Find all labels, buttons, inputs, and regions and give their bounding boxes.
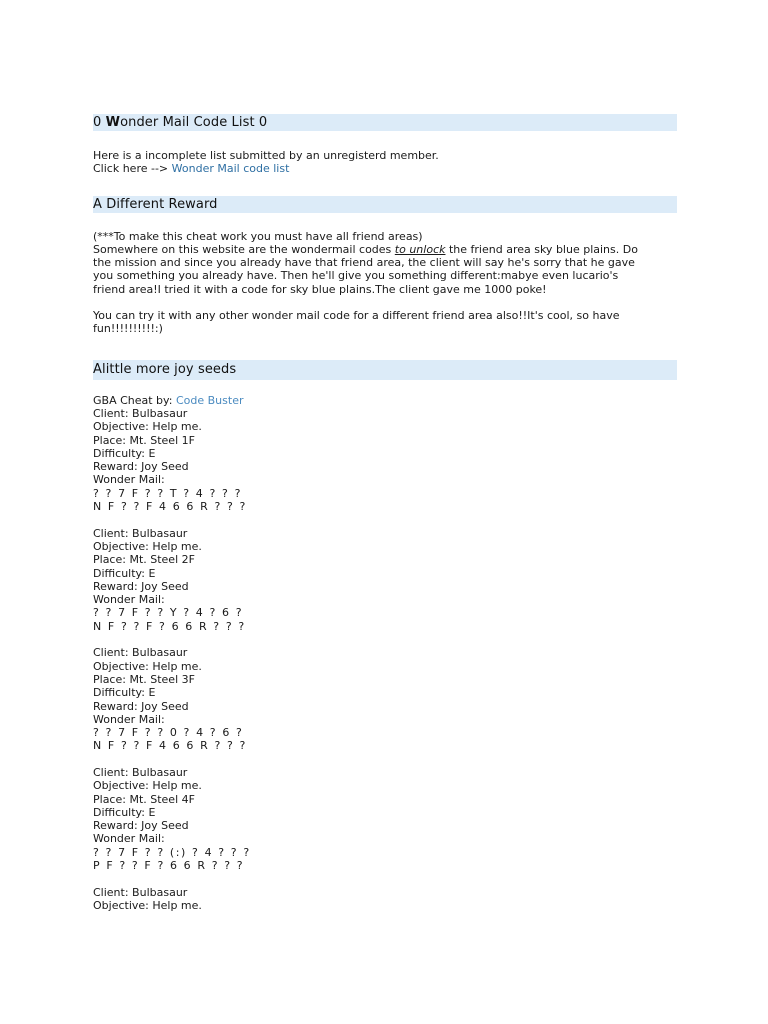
reward-body-2b: the friend area sky blue plains. Do [445, 242, 638, 256]
heading-bold-letter: W [105, 115, 121, 130]
reward-note-line: (***To make this cheat work you must have all friend areas) [93, 229, 423, 243]
entry-code-line-1: ? ? 7 F ? ? (:) ? 4 ? ? ? [93, 845, 251, 859]
entry-reward: Reward: Joy Seed [93, 819, 189, 833]
reward-tip-line-2: fun!!!!!!!!!!:) [93, 322, 163, 336]
reward-body-line-2 [93, 243, 677, 256]
entry-wonder-mail-label: Wonder Mail: [93, 832, 165, 846]
mail-entry [93, 886, 677, 913]
reward-body-line-4: you something you already have. Then he'll give you something different:mabye even lucario's [93, 269, 619, 283]
entry-difficulty: Difficulty: E [93, 686, 156, 700]
entry-reward: Reward: Joy Seed [93, 579, 189, 593]
code-buster-link[interactable]: Code Buster [175, 393, 244, 407]
entry-code-line-2: N F ? ? F 4 6 6 R ? ? ? [93, 739, 247, 753]
entry-client: Client: Bulbasaur [93, 406, 188, 420]
heading-rest: onder Mail Code List 0 [120, 115, 268, 130]
entry-place: Place: Mt. Steel 4F [93, 792, 195, 806]
entry-objective: Objective: Help me. [93, 659, 202, 673]
entry-client: Client: Bulbasaur [93, 646, 188, 660]
entry-objective: Objective: Help me. [93, 779, 202, 793]
entry-client: Client: Bulbasaur [93, 885, 188, 899]
click-here-prefix: Click here --> [93, 162, 172, 176]
reward-body-line-5: friend area!I tried it with a code for sky blue plains.The client gave me 1000 poke! [93, 282, 547, 296]
click-here-line [93, 162, 677, 175]
entry-code-line-1: ? ? 7 F ? ? T ? 4 ? ? ? [93, 486, 243, 500]
wonder-mail-code-list-link[interactable]: Wonder Mail code list [171, 162, 290, 176]
reward-tip-line-1: You can try it with any other wonder mail code for a different friend area also!!It's cool, so have [93, 309, 620, 323]
heading-prefix: 0 [93, 115, 106, 130]
entry-place: Place: Mt. Steel 1F [93, 433, 195, 447]
entry-wonder-mail-label: Wonder Mail: [93, 473, 165, 487]
entry-place: Place: Mt. Steel 2F [93, 553, 195, 567]
to-unlock-emphasis: to unlock [394, 242, 446, 256]
entry-place: Place: Mt. Steel 3F [93, 672, 195, 686]
section-heading-wonder-mail-code-list [93, 114, 677, 131]
entry-code-line-2: P F ? ? F ? 6 6 R ? ? ? [93, 859, 245, 873]
entry-objective: Objective: Help me. [93, 420, 202, 434]
mail-entry [93, 646, 677, 752]
entry-client: Client: Bulbasaur [93, 765, 188, 779]
entry-code-line-1: ? ? 7 F ? ? Y ? 4 ? 6 ? [93, 606, 244, 620]
entry-objective: Objective: Help me. [93, 898, 202, 912]
section-heading-joy-seeds: Alittle more joy seeds [93, 360, 677, 380]
mail-entry [93, 766, 677, 872]
mail-entry [93, 407, 677, 513]
document-page [93, 114, 677, 912]
cheat-credit-line [93, 394, 677, 407]
entry-code-line-1: ? ? 7 F ? ? 0 ? 4 ? 6 ? [93, 726, 244, 740]
intro-line: Here is a incomplete list submitted by an unregisterd member. [93, 149, 439, 162]
cheat-credit-prefix: GBA Cheat by: [93, 393, 176, 407]
entry-client: Client: Bulbasaur [93, 526, 188, 540]
entry-objective: Objective: Help me. [93, 539, 202, 553]
reward-body-line-3: the mission and since you already have that friend area, the client will say he's sorry that he gave [93, 256, 635, 270]
reward-body-2a: Somewhere on this website are the wondermail codes [93, 242, 395, 256]
entry-difficulty: Difficulty: E [93, 446, 156, 460]
entry-code-line-2: N F ? ? F ? 6 6 R ? ? ? [93, 619, 246, 633]
entry-wonder-mail-label: Wonder Mail: [93, 593, 165, 607]
entry-code-line-2: N F ? ? F 4 6 6 R ? ? ? [93, 500, 247, 514]
entry-reward: Reward: Joy Seed [93, 699, 189, 713]
entry-reward: Reward: Joy Seed [93, 460, 189, 474]
entry-difficulty: Difficulty: E [93, 566, 156, 580]
entry-wonder-mail-label: Wonder Mail: [93, 712, 165, 726]
mail-entry [93, 527, 677, 633]
entry-difficulty: Difficulty: E [93, 805, 156, 819]
section-heading-a-different-reward: A Different Reward [93, 196, 677, 213]
